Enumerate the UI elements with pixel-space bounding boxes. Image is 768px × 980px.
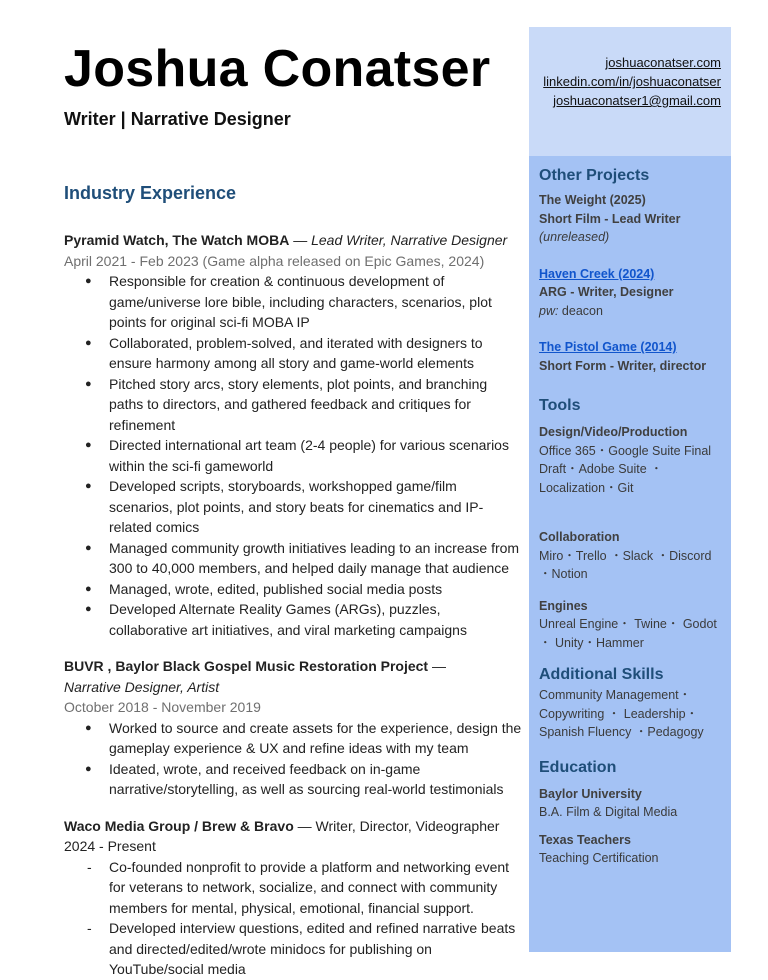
password-label: pw: bbox=[539, 303, 559, 318]
job-heading bbox=[64, 816, 522, 837]
list-item: - Co-founded nonprofit to provide a platform and networking event for veterans to network, socialize, and connect with community members for mental, physical, emotional, financial support. bbox=[109, 857, 522, 919]
job-heading bbox=[64, 656, 522, 677]
list-item: ● Ideated, wrote, and received feedback on in-game narrative/storytelling, as well as sourcing real-world testimonials bbox=[109, 759, 522, 800]
job-separator: — bbox=[289, 232, 312, 248]
list-item: - Developed interview questions, edited and refined narrative beats and directed/edited/wrote minidocs for publishing on YouTube/social media bbox=[109, 918, 522, 980]
list-item: ● Managed community growth initiatives leading to an increase from 300 to 40,000 members, and helped daily manage that audience bbox=[109, 538, 522, 579]
job-separator: — bbox=[428, 658, 446, 674]
section-title-other-projects: Other Projects bbox=[539, 167, 650, 184]
education-school: Texas Teachers bbox=[539, 832, 631, 847]
list-item: ● Directed international art team (2-4 people) for various scenarios within the sci-fi gameworld bbox=[109, 435, 522, 476]
tools-group-title: Collaboration bbox=[539, 530, 620, 544]
list-item: ● Developed scripts, storyboards, workshopped game/film scenarios, plot points, and story beats for cinematics and IP-related comics bbox=[109, 476, 522, 538]
list-item: ● Collaborated, problem-solved, and iterated with designers to ensure harmony among all story and game-world elements bbox=[109, 333, 522, 374]
tools-group-title: Design/Video/Production bbox=[539, 425, 688, 439]
job-entry bbox=[64, 656, 522, 800]
job-role: Lead Writer, Narrative Designer bbox=[311, 232, 508, 248]
list-item: ● Responsible for creation & continuous development of game/universe lore bible, including characters, scenarios, plot points for original sci-fi MOBA IP bbox=[109, 271, 522, 333]
job-company: Pyramid Watch, The Watch MOBA bbox=[64, 232, 290, 248]
project-note: (unreleased) bbox=[539, 230, 610, 244]
project-role: ARG - Writer, Designer bbox=[539, 285, 674, 299]
sidebar bbox=[529, 27, 731, 952]
project-link[interactable]: Haven Creek (2024) bbox=[539, 266, 655, 281]
job-entry bbox=[64, 816, 522, 980]
project-link[interactable]: The Pistol Game (2014) bbox=[539, 340, 677, 354]
job-role: Writer, Director, Videographer bbox=[315, 817, 500, 834]
job-role-line bbox=[64, 677, 522, 698]
password-value: deacon bbox=[558, 303, 603, 318]
job-dates: 2024 - Present bbox=[64, 838, 156, 854]
tools-group-text: Office 365・Google Suite Final Draft・Adobe Suite ・ Localization・Git bbox=[539, 443, 712, 495]
job-bullets bbox=[64, 718, 522, 800]
job-separator: — bbox=[293, 817, 316, 834]
job-heading bbox=[64, 230, 522, 251]
main-column bbox=[64, 36, 522, 980]
subtitle: Writer | Narrative Designer bbox=[64, 109, 291, 129]
education-degree: Teaching Certification bbox=[539, 851, 659, 865]
job-bullets bbox=[64, 271, 522, 640]
section-title-skills: Additional Skills bbox=[539, 666, 664, 683]
contact-block bbox=[529, 27, 731, 156]
section-title-education: Education bbox=[539, 758, 617, 776]
list-item: ● Worked to source and create assets for the experience, design the gameplay experience & UX and refine ideas with my team bbox=[109, 718, 522, 759]
tools-group-text: Unreal Engine・ Twine・ Godot ・ Unity・Hammer bbox=[539, 617, 717, 650]
list-item: ● Developed Alternate Reality Games (ARGs), puzzles, collaborative art initiatives, and viral marketing campaigns bbox=[109, 599, 522, 640]
linkedin-link[interactable]: linkedin.com/in/joshuaconatser bbox=[543, 74, 721, 89]
job-company: Waco Media Group / Brew & Bravo bbox=[64, 817, 294, 834]
job-dates: April 2021 - Feb 2023 (Game alpha released on Epic Games, 2024) bbox=[64, 252, 485, 269]
section-title-tools: Tools bbox=[539, 397, 581, 414]
job-bullets bbox=[64, 857, 522, 980]
skills-text: Community Management・ Copywriting ・ Leadership・ Spanish Fluency ・Pedagogy bbox=[539, 688, 704, 739]
job-entry bbox=[64, 230, 522, 640]
section-title-experience: Industry Experience bbox=[64, 183, 237, 203]
list-item: ● Pitched story arcs, story elements, plot points, and branching paths to directors, and gathered feedback and critiques for refinement bbox=[109, 374, 522, 436]
project-title: The Weight (2025) bbox=[539, 193, 646, 207]
project-password bbox=[539, 302, 721, 321]
education-degree: B.A. Film & Digital Media bbox=[539, 805, 678, 819]
project-role: Short Form - Writer, director bbox=[539, 358, 707, 373]
list-item: ● Managed, wrote, edited, published social media posts bbox=[109, 579, 522, 600]
job-role: Narrative Designer, Artist bbox=[64, 678, 220, 695]
project-role: Short Film - Lead Writer bbox=[539, 211, 681, 226]
education-school: Baylor University bbox=[539, 786, 642, 801]
job-dates: October 2018 - November 2019 bbox=[64, 699, 261, 715]
email-link[interactable]: joshuaconatser1@gmail.com bbox=[553, 93, 721, 108]
tools-group-text: Miro・Trello ・Slack ・Discord ・Notion bbox=[539, 548, 712, 581]
website-link[interactable]: joshuaconatser.com bbox=[605, 55, 721, 70]
job-company: BUVR , Baylor Black Gospel Music Restoration Project bbox=[64, 658, 429, 674]
page-title: Joshua Conatser bbox=[64, 40, 491, 98]
tools-group-title: Engines bbox=[539, 598, 588, 613]
sidebar-body bbox=[529, 156, 731, 868]
